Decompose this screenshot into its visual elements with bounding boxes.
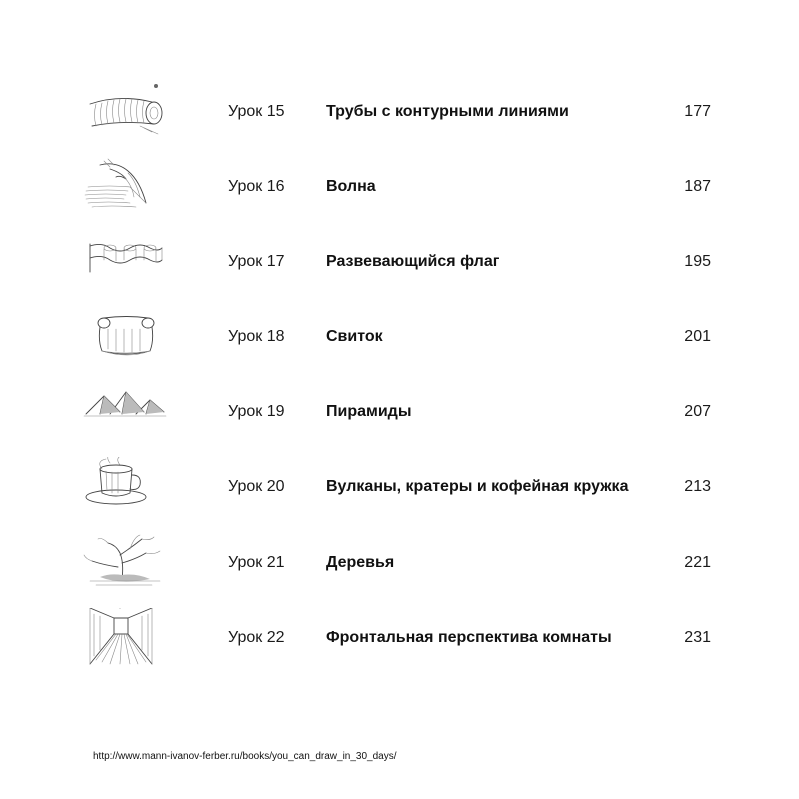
- scroll-sketch-icon: [80, 307, 170, 367]
- lesson-number: Урок 22: [228, 629, 285, 646]
- page-number: 231: [684, 629, 711, 646]
- toc-row[interactable]: [0, 457, 799, 517]
- page-number: 221: [684, 554, 711, 571]
- lesson-number: Урок 21: [228, 554, 285, 571]
- lesson-title[interactable]: Фронтальная перспектива комнаты: [326, 629, 612, 646]
- page-number: 195: [684, 253, 711, 270]
- page-number: 213: [684, 478, 711, 495]
- pyramids-sketch-icon: [80, 382, 170, 442]
- footer-url[interactable]: http://www.mann-ivanov-ferber.ru/books/you_can_draw_in_30_days/: [93, 751, 397, 762]
- lesson-number: Урок 17: [228, 253, 285, 270]
- lesson-title[interactable]: Пирамиды: [326, 403, 412, 420]
- toc-row[interactable]: [0, 307, 799, 367]
- toc-row[interactable]: [0, 157, 799, 217]
- toc-row[interactable]: [0, 232, 799, 292]
- lesson-title[interactable]: Деревья: [326, 554, 395, 571]
- flag-sketch-icon: [80, 232, 170, 292]
- lesson-number: Урок 16: [228, 178, 285, 195]
- toc-row[interactable]: [0, 382, 799, 442]
- toc-row[interactable]: [0, 533, 799, 593]
- room-perspective-sketch-icon: [80, 608, 170, 668]
- tube-sketch-icon: [80, 82, 170, 142]
- page-number: 187: [684, 178, 711, 195]
- lesson-number: Урок 20: [228, 478, 285, 495]
- coffee-mug-sketch-icon: [80, 457, 170, 517]
- lesson-title[interactable]: Свиток: [326, 328, 383, 345]
- lesson-number: Урок 18: [228, 328, 285, 345]
- lesson-number: Урок 15: [228, 103, 285, 120]
- lesson-title[interactable]: Развевающийся флаг: [326, 253, 500, 270]
- page-number: 207: [684, 403, 711, 420]
- page-number: 201: [684, 328, 711, 345]
- toc-row[interactable]: [0, 608, 799, 668]
- tree-sketch-icon: [80, 533, 170, 593]
- wave-sketch-icon: [80, 157, 170, 217]
- page-number: 177: [684, 103, 711, 120]
- lesson-title[interactable]: Вулканы, кратеры и кофейная кружка: [326, 478, 629, 495]
- lesson-number: Урок 19: [228, 403, 285, 420]
- lesson-title[interactable]: Трубы с контурными линиями: [326, 103, 569, 120]
- lesson-title[interactable]: Волна: [326, 178, 376, 195]
- toc-row[interactable]: [0, 82, 799, 142]
